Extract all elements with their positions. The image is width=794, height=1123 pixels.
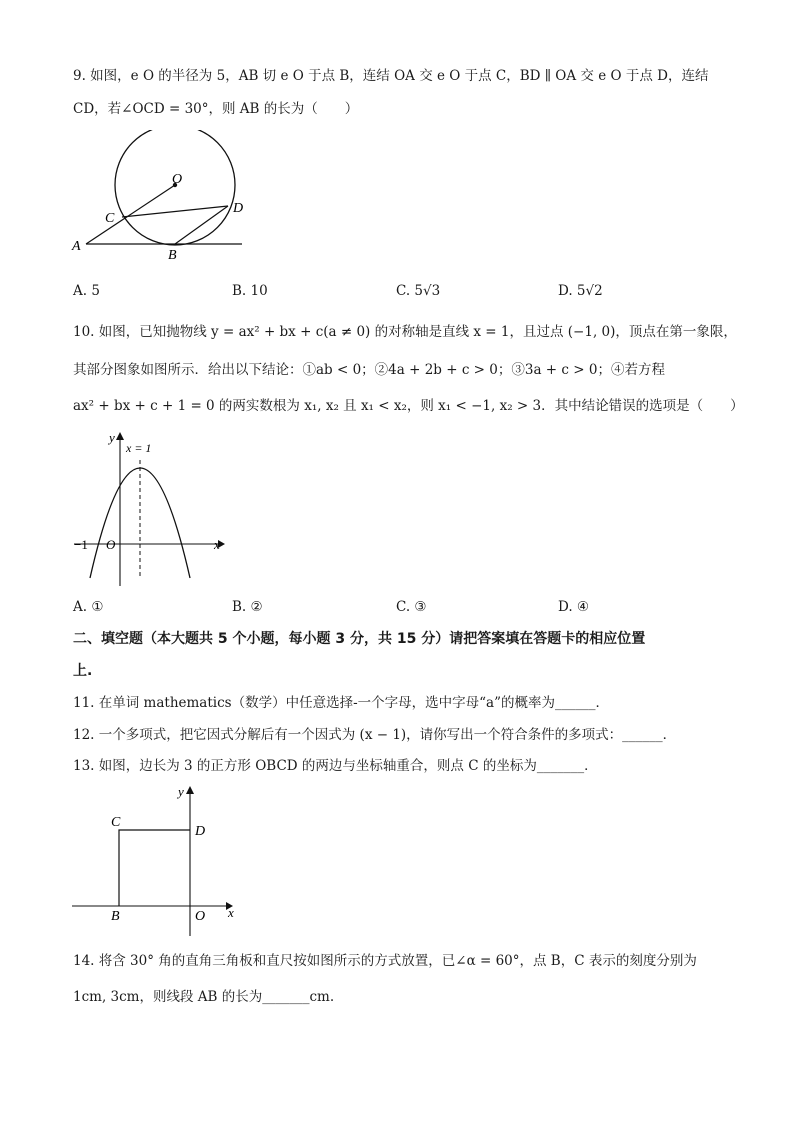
q10-option-d: D. ④ [558, 599, 590, 615]
circle-o [115, 130, 235, 245]
label-o: O [172, 172, 183, 187]
section2-heading-line2: 上. [73, 663, 93, 679]
y-axis-arrow [116, 432, 124, 440]
section2-heading-line1: 二、填空题（本大题共 5 个小题，每小题 3 分，共 15 分）请把答案填在答题卡的相应位置 [73, 631, 646, 647]
q14-text-line2: 1cm, 3cm，则线段 AB 的长为_______cm. [73, 989, 335, 1005]
label-c: C [105, 211, 115, 226]
q10-option-a: A. ① [73, 599, 104, 615]
q10-text-line1: 10. 如图，已知抛物线 y = ax² + bx + c(a ≠ 0) 的对称轴是直线 x = 1，且过点 (−1, 0)，顶点在第一象限， [73, 324, 737, 340]
label-b: B [111, 909, 120, 924]
square-obcd [119, 830, 190, 906]
q13-square-figure [66, 782, 246, 942]
label-d: D [195, 824, 206, 839]
q13-text: 13. 如图，边长为 3 的正方形 OBCD 的两边与坐标轴重合，则点 C 的坐标为_______． [73, 758, 598, 774]
label-x: x [228, 905, 234, 920]
label-o: O [106, 537, 116, 552]
label-axis-x1: x = 1 [126, 441, 152, 455]
q9-circle-figure [64, 130, 254, 265]
q9-option-a: A. 5 [73, 283, 100, 299]
label-b: B [168, 248, 177, 263]
q10-text-line2: 其部分图象如图所示．给出以下结论：①ab < 0；②4a + 2b + c > 0；③3a + c > 0；④若方程 [73, 362, 665, 378]
q10-text-line3: ax² + bx + c + 1 = 0 的两实数根为 x₁, x₂ 且 x₁ < x₂，则 x₁ < −1, x₂ > 3．其中结论错误的选项是（ ） [73, 398, 744, 414]
segment-cd [122, 206, 228, 217]
q10-parabola-figure [68, 428, 228, 588]
q11-text: 11. 在单词 mathematics（数学）中任意选择-一个字母，选中字母“a”的概率为______． [73, 695, 610, 711]
q14-text-line1: 14. 将含 30° 角的直角三角板和直尺按如图所示的方式放置，已∠α = 60°，点 B，C 表示的刻度分别为 [73, 953, 697, 969]
q10-option-c: C. ③ [396, 599, 427, 615]
label-x: x [214, 537, 220, 552]
label-minus-one: −1 [74, 537, 88, 552]
q9-text-line1: 9. 如图，e O 的半径为 5，AB 切 e O 于点 B，连结 OA 交 e O 于点 C，BD ∥ OA 交 e O 于点 D，连结 [73, 68, 709, 84]
label-d: D [233, 201, 244, 216]
q9-option-b: B. 10 [232, 283, 268, 299]
q9-option-c: C. 5√3 [396, 283, 441, 299]
q9-option-d: D. 5√2 [558, 283, 603, 299]
q9-text-line2: CD，若∠OCD = 30°，则 AB 的长为（ ） [73, 101, 359, 117]
y-axis-arrow [186, 786, 194, 794]
label-y: y [109, 430, 115, 445]
label-a: A [72, 239, 81, 254]
q12-text: 12. 一个多项式，把它因式分解后有一个因式为 (x − 1)，请你写出一个符合条件的多项式：______． [73, 727, 677, 743]
q10-option-b: B. ② [232, 599, 263, 615]
segment-oa [86, 185, 175, 244]
label-c: C [111, 815, 121, 830]
label-y: y [178, 784, 184, 799]
label-o: O [195, 909, 206, 924]
